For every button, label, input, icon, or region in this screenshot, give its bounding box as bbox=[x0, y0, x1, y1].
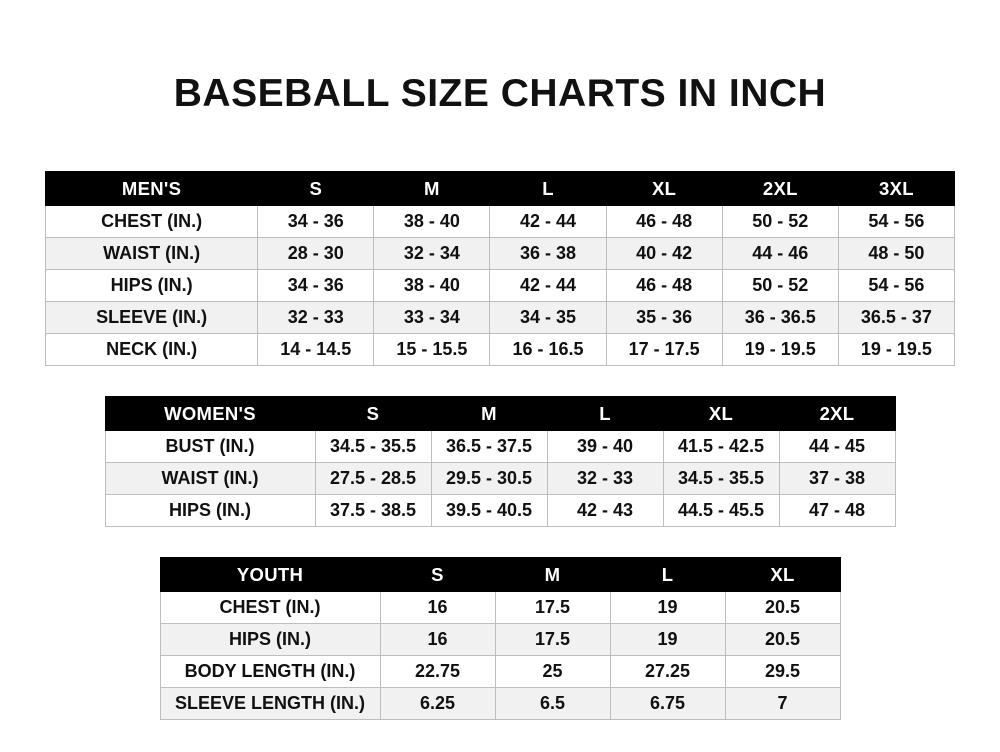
column-header: 3XL bbox=[838, 172, 954, 206]
table-cell: 50 - 52 bbox=[722, 270, 838, 302]
table-cell: 16 - 16.5 bbox=[490, 334, 606, 366]
column-header: M bbox=[374, 172, 490, 206]
table-cell: 42 - 43 bbox=[547, 495, 663, 527]
table-cell: 37 - 38 bbox=[779, 463, 895, 495]
table-cell: 28 - 30 bbox=[258, 238, 374, 270]
column-header: XL bbox=[606, 172, 722, 206]
table-cell: 41.5 - 42.5 bbox=[663, 431, 779, 463]
table-cell: 36.5 - 37 bbox=[838, 302, 954, 334]
column-header: M bbox=[431, 397, 547, 431]
column-header: L bbox=[610, 558, 725, 592]
table-cell: 20.5 bbox=[725, 592, 840, 624]
row-label: BUST (IN.) bbox=[105, 431, 315, 463]
table-row bbox=[46, 302, 955, 334]
row-label: WAIST (IN.) bbox=[46, 238, 258, 270]
column-header: 2XL bbox=[779, 397, 895, 431]
column-header: XL bbox=[663, 397, 779, 431]
table-cell: 19 - 19.5 bbox=[838, 334, 954, 366]
size-tables-container bbox=[0, 116, 1000, 720]
row-label: CHEST (IN.) bbox=[160, 592, 380, 624]
table-cell: 32 - 34 bbox=[374, 238, 490, 270]
table-row bbox=[46, 238, 955, 270]
table-row bbox=[105, 463, 895, 495]
table-cell: 42 - 44 bbox=[490, 206, 606, 238]
row-label: SLEEVE (IN.) bbox=[46, 302, 258, 334]
table-cell: 34.5 - 35.5 bbox=[663, 463, 779, 495]
table-row bbox=[46, 334, 955, 366]
table-cell: 19 bbox=[610, 624, 725, 656]
row-label: CHEST (IN.) bbox=[46, 206, 258, 238]
table-cell: 17 - 17.5 bbox=[606, 334, 722, 366]
table-header-row bbox=[46, 172, 955, 206]
table-cell: 39.5 - 40.5 bbox=[431, 495, 547, 527]
table-cell: 34.5 - 35.5 bbox=[315, 431, 431, 463]
table-cell: 19 - 19.5 bbox=[722, 334, 838, 366]
table-cell: 39 - 40 bbox=[547, 431, 663, 463]
table-cell: 15 - 15.5 bbox=[374, 334, 490, 366]
table-row bbox=[46, 206, 955, 238]
table-cell: 54 - 56 bbox=[838, 206, 954, 238]
table-cell: 34 - 36 bbox=[258, 206, 374, 238]
table-cell: 50 - 52 bbox=[722, 206, 838, 238]
table-cell: 44.5 - 45.5 bbox=[663, 495, 779, 527]
table-cell: 17.5 bbox=[495, 592, 610, 624]
table-cell: 20.5 bbox=[725, 624, 840, 656]
table-cell: 36 - 38 bbox=[490, 238, 606, 270]
column-header: YOUTH bbox=[160, 558, 380, 592]
table-row bbox=[160, 592, 840, 624]
column-header: M bbox=[495, 558, 610, 592]
table-cell: 35 - 36 bbox=[606, 302, 722, 334]
row-label: SLEEVE LENGTH (IN.) bbox=[160, 688, 380, 720]
table-cell: 54 - 56 bbox=[838, 270, 954, 302]
table-cell: 27.5 - 28.5 bbox=[315, 463, 431, 495]
table-cell: 14 - 14.5 bbox=[258, 334, 374, 366]
table-cell: 16 bbox=[380, 624, 495, 656]
row-label: WAIST (IN.) bbox=[105, 463, 315, 495]
column-header: S bbox=[315, 397, 431, 431]
table-cell: 29.5 bbox=[725, 656, 840, 688]
table-cell: 40 - 42 bbox=[606, 238, 722, 270]
column-header: 2XL bbox=[722, 172, 838, 206]
table-cell: 34 - 35 bbox=[490, 302, 606, 334]
table-spacer bbox=[0, 527, 1000, 557]
table-cell: 22.75 bbox=[380, 656, 495, 688]
table-header-row bbox=[160, 558, 840, 592]
column-header: S bbox=[380, 558, 495, 592]
table-header-row bbox=[105, 397, 895, 431]
mens-size-table bbox=[45, 171, 955, 366]
table-cell: 17.5 bbox=[495, 624, 610, 656]
row-label: NECK (IN.) bbox=[46, 334, 258, 366]
table-cell: 38 - 40 bbox=[374, 206, 490, 238]
table-cell: 32 - 33 bbox=[547, 463, 663, 495]
table-spacer bbox=[0, 366, 1000, 396]
table-row bbox=[105, 431, 895, 463]
row-label: BODY LENGTH (IN.) bbox=[160, 656, 380, 688]
table-row bbox=[160, 688, 840, 720]
table-row bbox=[160, 624, 840, 656]
table-cell: 44 - 46 bbox=[722, 238, 838, 270]
womens-size-table bbox=[105, 396, 896, 527]
column-header: XL bbox=[725, 558, 840, 592]
table-cell: 6.25 bbox=[380, 688, 495, 720]
column-header: S bbox=[258, 172, 374, 206]
column-header: L bbox=[490, 172, 606, 206]
column-header: MEN'S bbox=[46, 172, 258, 206]
table-cell: 27.25 bbox=[610, 656, 725, 688]
table-cell: 6.75 bbox=[610, 688, 725, 720]
table-cell: 44 - 45 bbox=[779, 431, 895, 463]
table-cell: 48 - 50 bbox=[838, 238, 954, 270]
table-cell: 46 - 48 bbox=[606, 270, 722, 302]
table-cell: 46 - 48 bbox=[606, 206, 722, 238]
table-cell: 16 bbox=[380, 592, 495, 624]
row-label: HIPS (IN.) bbox=[160, 624, 380, 656]
table-cell: 34 - 36 bbox=[258, 270, 374, 302]
youth-size-table bbox=[160, 557, 841, 720]
table-cell: 36.5 - 37.5 bbox=[431, 431, 547, 463]
table-cell: 47 - 48 bbox=[779, 495, 895, 527]
table-row bbox=[105, 495, 895, 527]
row-label: HIPS (IN.) bbox=[46, 270, 258, 302]
row-label: HIPS (IN.) bbox=[105, 495, 315, 527]
table-cell: 36 - 36.5 bbox=[722, 302, 838, 334]
table-cell: 6.5 bbox=[495, 688, 610, 720]
table-cell: 19 bbox=[610, 592, 725, 624]
table-row bbox=[160, 656, 840, 688]
column-header: L bbox=[547, 397, 663, 431]
table-cell: 42 - 44 bbox=[490, 270, 606, 302]
table-cell: 29.5 - 30.5 bbox=[431, 463, 547, 495]
column-header: WOMEN'S bbox=[105, 397, 315, 431]
table-cell: 38 - 40 bbox=[374, 270, 490, 302]
table-cell: 25 bbox=[495, 656, 610, 688]
table-cell: 32 - 33 bbox=[258, 302, 374, 334]
table-cell: 37.5 - 38.5 bbox=[315, 495, 431, 527]
page-title: BASEBALL SIZE CHARTS IN INCH bbox=[173, 72, 827, 115]
table-row bbox=[46, 270, 955, 302]
table-cell: 33 - 34 bbox=[374, 302, 490, 334]
table-cell: 7 bbox=[725, 688, 840, 720]
